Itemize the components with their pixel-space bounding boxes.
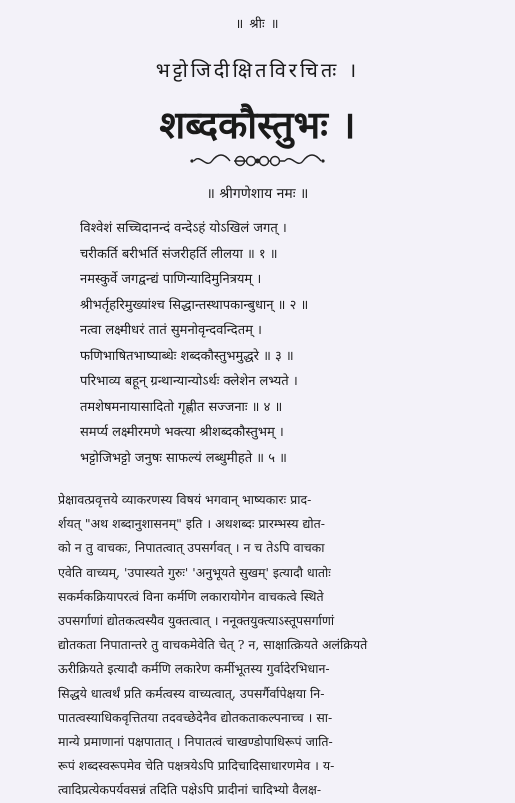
prose-line: रूपं शब्दस्वरूपमेव चेति पक्षत्रयेऽपि प्रादिचादिसाधारणमेव । य- xyxy=(58,758,335,774)
prose-line: एवेति वाच्यम्, 'उपास्यते गुरुः' 'अनुभूयते सुखम्' इत्यादौ धातोः xyxy=(58,564,331,580)
prose-line: ऊरीक्रियते इत्यादौ कर्मणि लकारेण कर्मीभूतस्य गुर्वादेरभिधान- xyxy=(58,661,330,677)
decorative-scroll-ornament-icon xyxy=(190,150,325,172)
commentary-paragraph xyxy=(58,488,478,803)
prose-line: सिद्धये धात्वर्थं प्रति कर्मत्वस्य वाच्यत्वात्, उपसर्गैर्वापेक्षया नि- xyxy=(58,685,325,701)
prose-line: सकर्मकक्रियापरत्वं विना कर्मणि लकारायोगेन वाचकत्वे स्थिते xyxy=(58,588,324,604)
invocation-heading: ॥ श्रीः ॥ xyxy=(235,17,280,32)
verse-line: चरीकर्ति बरीभर्ति संजरीहर्ति लीलया ॥ १ ॥ xyxy=(80,246,278,262)
prose-line: को न तु वाचकः, निपातत्वात् उपसर्गवत् । न च तेऽपि वाचका xyxy=(58,540,325,556)
prose-line: मान्ये प्रमाणानां पक्षपातात् । निपातत्वं चाखण्डोपाधिरूपं जाति- xyxy=(58,734,333,750)
ganesha-invocation: ॥ श्रीगणेशाय नमः ॥ xyxy=(206,186,309,202)
verse-line: नमस्कुर्वे जगद्वन्द्यं पाणिन्यादिमुनित्रयम् । xyxy=(80,272,262,287)
verse-line: परिभाव्य बहून् ग्रन्थान्यान्योऽर्थः क्लेशेन लभ्यते । xyxy=(80,374,298,389)
verse-line: नत्वा लक्ष्मीधरं तातं सुमनोवृन्दवन्दितम् । xyxy=(80,323,262,338)
verse-line: विश्वेशं सच्चिदानन्दं वन्देऽहं योऽखिलं जगत् । xyxy=(80,221,287,236)
author-subtitle: भट्टोजिदीक्षितविरचितः । xyxy=(155,58,360,82)
verse-line: फणिभाषितभाष्याब्धेः शब्दकौस्तुभमुद्धरे ॥ ३ ॥ xyxy=(80,348,294,364)
page-title: शब्दकौस्तुभः । xyxy=(159,102,356,147)
verse-line: भट्टोजिभट्टो जनुषः साफल्यं लब्धुमीहते ॥ ५ ॥ xyxy=(80,450,287,466)
verse-line: तमशेषमनायासादितो गृह्णीत सज्जनाः ॥ ४ ॥ xyxy=(80,399,283,415)
verse-block xyxy=(80,216,480,471)
prose-line: उपसर्गाणां द्योतकत्वस्यैव युक्तत्वात् । ननूक्तयुक्त्याऽस्तूपसर्गाणां xyxy=(58,613,335,629)
verse-line: समर्प्य लक्ष्मीरमणे भक्त्या श्रीशब्दकौस्तुभम् । xyxy=(80,425,284,440)
prose-line: त्वादिप्रत्येकपर्यवसन्नं तदिति पक्षेऽपि प्रादीनां चादिभ्यो वैलक्ष- xyxy=(58,782,322,798)
prose-line: प्रेक्षावत्प्रवृत्तये व्याकरणस्य विषयं भगवान् भाष्यकारः प्राद- xyxy=(58,492,312,507)
prose-line: र्शयत् "अथ शब्दानुशासनम्" इति । अथशब्दः प्रारम्भस्य द्योत- xyxy=(58,516,325,532)
prose-line: पातत्वस्याधिकवृत्तितया तदवच्छेदेनैव द्योतकताकल्पनाच्च । सा- xyxy=(58,709,333,725)
prose-line: द्योतकता निपातान्तरे तु वाचकमेवेति चेत् ? न, साक्षात्क्रियते अलंक्रियते xyxy=(58,637,368,653)
verse-line: श्रीभर्तृहरिमुख्यांश्च सिद्धान्तस्थापकान्बुधान् ॥ २ ॥ xyxy=(80,297,309,313)
